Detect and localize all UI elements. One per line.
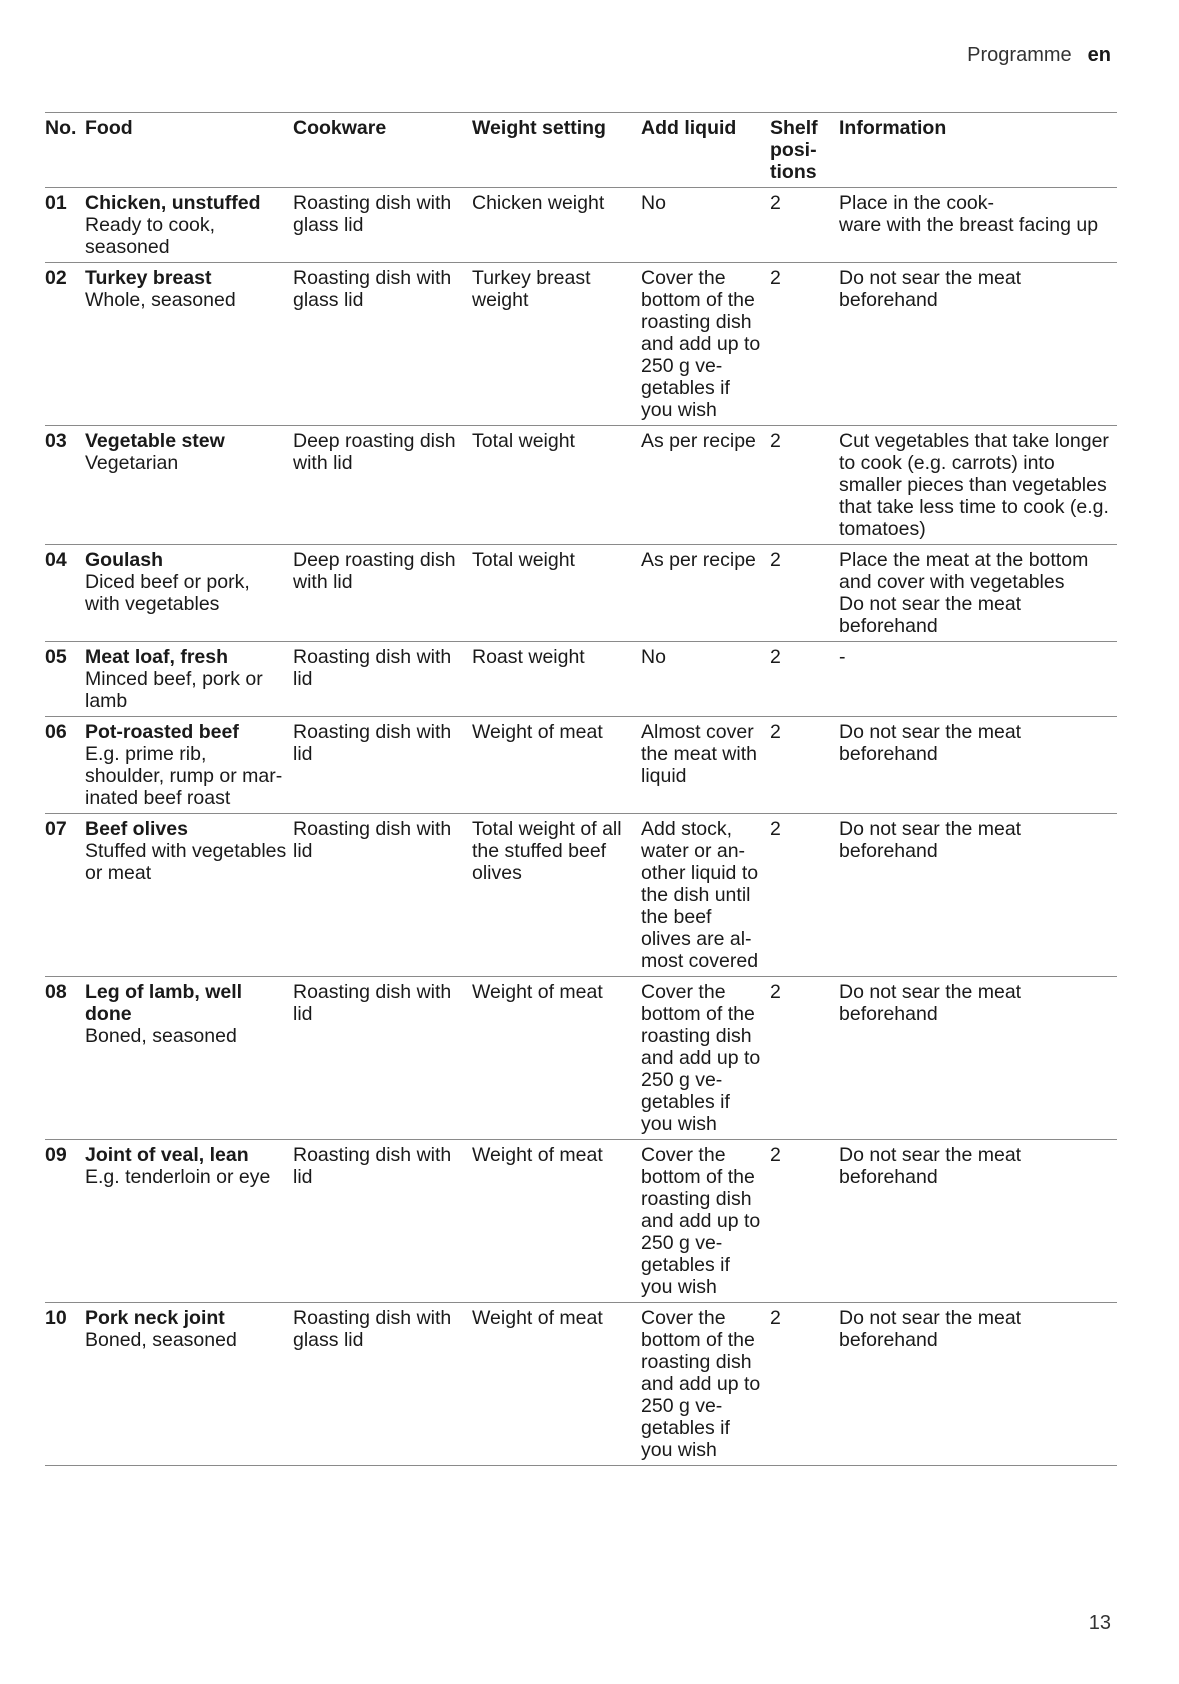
row-number: 01 <box>45 188 85 263</box>
food-description: Vegetarian <box>85 452 179 474</box>
weight-setting-cell: Total weight of all the stuffed beef olives <box>472 814 641 977</box>
row-number: 07 <box>45 814 85 977</box>
food-name: Goulash <box>85 549 164 571</box>
page-number: 13 <box>1088 1612 1111 1634</box>
information-cell: Do not sear the meat beforehand <box>839 1140 1117 1303</box>
add-liquid-cell: Add stock, water or an- other liquid to the dish until the beef olives are al- most covered <box>641 814 770 977</box>
row-number: 08 <box>45 977 85 1140</box>
information-cell: Do not sear the meat beforehand <box>839 814 1117 977</box>
row-number: 05 <box>45 642 85 717</box>
weight-setting-cell: Weight of meat <box>472 717 641 814</box>
food-description: E.g. prime rib, shoulder, rump or mar- inated beef roast <box>85 743 283 809</box>
shelf-position-cell: 2 <box>770 1303 839 1466</box>
information-cell: Do not sear the meat beforehand <box>839 263 1117 426</box>
cookware-cell: Roasting dish with lid <box>293 977 472 1140</box>
cookware-cell: Roasting dish with lid <box>293 814 472 977</box>
food-cell <box>85 717 293 814</box>
cookware-cell: Roasting dish with glass lid <box>293 1303 472 1466</box>
weight-setting-cell: Chicken weight <box>472 188 641 263</box>
cookware-cell: Deep roasting dish with lid <box>293 426 472 545</box>
col-header-information: Information <box>839 113 1117 188</box>
row-number: 02 <box>45 263 85 426</box>
add-liquid-cell: Almost cover the meat with liquid <box>641 717 770 814</box>
cookware-cell: Roasting dish with glass lid <box>293 263 472 426</box>
cookware-cell: Roasting dish with glass lid <box>293 188 472 263</box>
food-name: Turkey breast <box>85 267 212 289</box>
food-description: Boned, seasoned <box>85 1329 237 1351</box>
cookware-cell: Roasting dish with lid <box>293 642 472 717</box>
shelf-position-cell: 2 <box>770 717 839 814</box>
shelf-position-cell: 2 <box>770 642 839 717</box>
add-liquid-cell: Cover the bottom of the roasting dish and add up to 250 g ve- getables if you wish <box>641 263 770 426</box>
food-description: Minced beef, pork or lamb <box>85 668 263 712</box>
row-number: 09 <box>45 1140 85 1303</box>
add-liquid-cell: Cover the bottom of the roasting dish and add up to 250 g ve- getables if you wish <box>641 977 770 1140</box>
table-row <box>45 1140 1117 1303</box>
add-liquid-cell: Cover the bottom of the roasting dish and add up to 250 g ve- getables if you wish <box>641 1303 770 1466</box>
table-row <box>45 814 1117 977</box>
table-header-row <box>45 113 1117 188</box>
food-name: Meat loaf, fresh <box>85 646 229 668</box>
food-name: Chicken, unstuffed <box>85 192 261 214</box>
food-cell <box>85 814 293 977</box>
information-cell: Place in the cook- ware with the breast facing up <box>839 188 1117 263</box>
food-description: Boned, seasoned <box>85 1025 237 1047</box>
cookware-cell: Deep roasting dish with lid <box>293 545 472 642</box>
information-cell: Place the meat at the bottom and cover with vegetables Do not sear the meat beforehand <box>839 545 1117 642</box>
information-cell: Cut vegetables that take longer to cook (e.g. carrots) into smaller pieces than vegetables that take less time to cook (e.g. tomatoes) <box>839 426 1117 545</box>
food-description: Ready to cook, seasoned <box>85 214 216 258</box>
table-row <box>45 642 1117 717</box>
add-liquid-cell: As per recipe <box>641 426 770 545</box>
section-title: Programme <box>967 44 1072 66</box>
food-name: Vegetable stew <box>85 430 225 452</box>
food-name: Pork neck joint <box>85 1307 225 1329</box>
shelf-position-cell: 2 <box>770 426 839 545</box>
add-liquid-cell: No <box>641 642 770 717</box>
food-cell <box>85 642 293 717</box>
food-cell <box>85 1140 293 1303</box>
table-row <box>45 188 1117 263</box>
shelf-position-cell: 2 <box>770 1140 839 1303</box>
food-cell <box>85 426 293 545</box>
table-row <box>45 717 1117 814</box>
weight-setting-cell: Weight of meat <box>472 977 641 1140</box>
shelf-position-cell: 2 <box>770 977 839 1140</box>
col-header-add-liquid: Add liquid <box>641 113 770 188</box>
food-name: Leg of lamb, well done <box>85 981 243 1025</box>
shelf-position-cell: 2 <box>770 545 839 642</box>
row-number: 04 <box>45 545 85 642</box>
page-header <box>967 44 1111 67</box>
food-cell <box>85 188 293 263</box>
food-name: Joint of veal, lean <box>85 1144 249 1166</box>
table-row <box>45 1303 1117 1466</box>
col-header-no: No. <box>45 113 85 188</box>
row-number: 06 <box>45 717 85 814</box>
table-body <box>45 188 1117 1466</box>
weight-setting-cell: Turkey breast weight <box>472 263 641 426</box>
weight-setting-cell: Weight of meat <box>472 1140 641 1303</box>
add-liquid-cell: As per recipe <box>641 545 770 642</box>
row-number: 10 <box>45 1303 85 1466</box>
food-name: Pot-roasted beef <box>85 721 239 743</box>
col-header-shelf-positions: Shelf posi- tions <box>770 113 839 188</box>
information-cell: - <box>839 642 1117 717</box>
col-header-food: Food <box>85 113 293 188</box>
cookware-cell: Roasting dish with lid <box>293 1140 472 1303</box>
information-cell: Do not sear the meat beforehand <box>839 717 1117 814</box>
table-row <box>45 977 1117 1140</box>
food-cell <box>85 1303 293 1466</box>
shelf-position-cell: 2 <box>770 188 839 263</box>
col-header-cookware: Cookware <box>293 113 472 188</box>
table-row <box>45 263 1117 426</box>
cookware-cell: Roasting dish with lid <box>293 717 472 814</box>
food-cell <box>85 545 293 642</box>
food-description: Whole, seasoned <box>85 289 236 311</box>
col-header-weight-setting: Weight setting <box>472 113 641 188</box>
table-row <box>45 426 1117 545</box>
information-cell: Do not sear the meat beforehand <box>839 977 1117 1140</box>
weight-setting-cell: Total weight <box>472 545 641 642</box>
add-liquid-cell: Cover the bottom of the roasting dish and add up to 250 g ve- getables if you wish <box>641 1140 770 1303</box>
food-description: E.g. tenderloin or eye <box>85 1166 271 1188</box>
shelf-position-cell: 2 <box>770 263 839 426</box>
information-cell: Do not sear the meat beforehand <box>839 1303 1117 1466</box>
row-number: 03 <box>45 426 85 545</box>
table-row <box>45 545 1117 642</box>
weight-setting-cell: Total weight <box>472 426 641 545</box>
language-code: en <box>1087 44 1111 66</box>
weight-setting-cell: Weight of meat <box>472 1303 641 1466</box>
weight-setting-cell: Roast weight <box>472 642 641 717</box>
food-name: Beef olives <box>85 818 188 840</box>
shelf-position-cell: 2 <box>770 814 839 977</box>
add-liquid-cell: No <box>641 188 770 263</box>
food-cell <box>85 263 293 426</box>
programme-table <box>45 112 1117 1466</box>
food-description: Diced beef or pork, with vegetables <box>85 571 250 615</box>
food-description: Stuffed with vegetables or meat <box>85 840 287 884</box>
food-cell <box>85 977 293 1140</box>
